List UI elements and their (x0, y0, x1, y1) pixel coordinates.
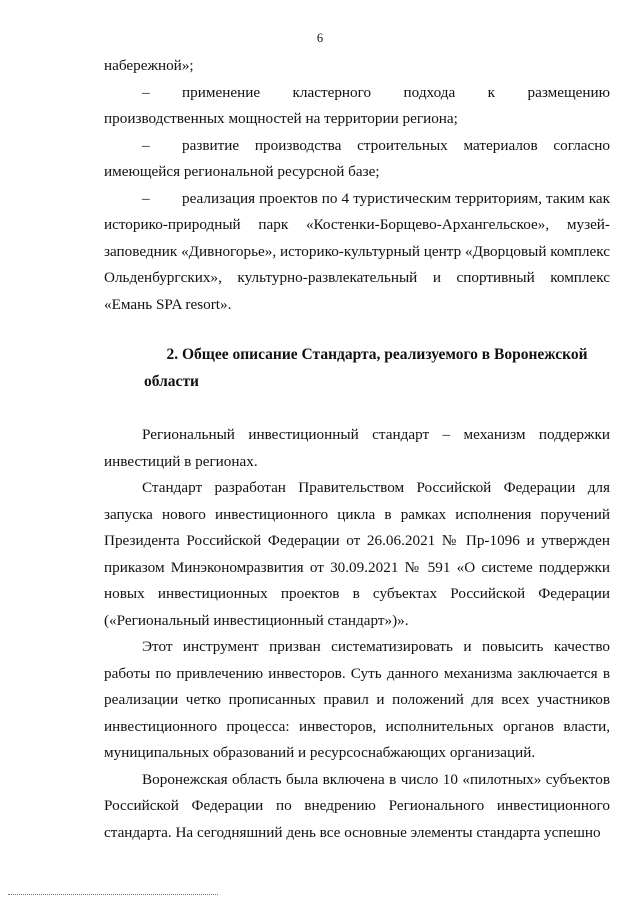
body-paragraph-pilot: Воронежская область была включена в число 10 «пилотных» субъектов Российской Федерации по внедрению Регионального инвестиционного стандарта. На сегодняшний день все основные элементы стандарта успешно (104, 770, 610, 841)
bullet-text: развитие производства строительных материалов согласно имеющейся региональной ресурсной базе; (104, 136, 610, 180)
section-heading: 2. Общее описание Стандарта, реализуемого в Воронежской области (144, 346, 588, 390)
body-paragraph-origin: Стандарт разработан Правительством Российской Федерации для запуска нового инвестиционного цикла в рамках исполнения поручений Президента Российской Федерации от 26.06.2021 № Пр-1096 и утвержден приказом Минэкономразвития от 30.09.2021 № 591 «О системе поддержки новых инвестиционных проектов в субъектах Российской Федерации («Региональный инвестиционный стандарт»)». (104, 479, 610, 629)
bullet-item-materials (104, 133, 610, 186)
body-paragraph-purpose: Этот инструмент призван систематизировать и повысить качество работы по привлечению инвесторов. Суть данного механизма заключается в реализации четко прописанных правил и положений для всех участников инвестиционного процесса: инвесторов, исполнительных органов власти, муниципальных образований и ресурсоснабжающих организаций. (104, 638, 610, 761)
bullet-item-cluster (104, 80, 610, 133)
footer-rule (8, 894, 218, 895)
continuation-text: набережной»; (104, 57, 194, 74)
bullet-dash: – (142, 189, 150, 207)
bullet-dash: – (142, 83, 150, 101)
bullet-text: применение кластерного подхода к размещению производственных мощностей на территории региона; (104, 83, 610, 127)
bullet-item-tourism (104, 186, 610, 319)
page-number: 6 (316, 31, 324, 45)
bullet-text: реализация проектов по 4 туристическим территориям, таким как историко-природный парк «Костенки-Борщево-Архангельское», музей-заповедник «Дивногорье», историко-культурный центр «Дворцовый комплекс Ольденбургских», культурно-развлекательный и спортивный комплекс «Емань SPA resort». (104, 189, 610, 313)
body-paragraph-definition: Региональный инвестиционный стандарт – механизм поддержки инвестиций в регионах. (104, 426, 610, 470)
bullet-dash: – (142, 136, 150, 154)
page-content (104, 53, 610, 846)
